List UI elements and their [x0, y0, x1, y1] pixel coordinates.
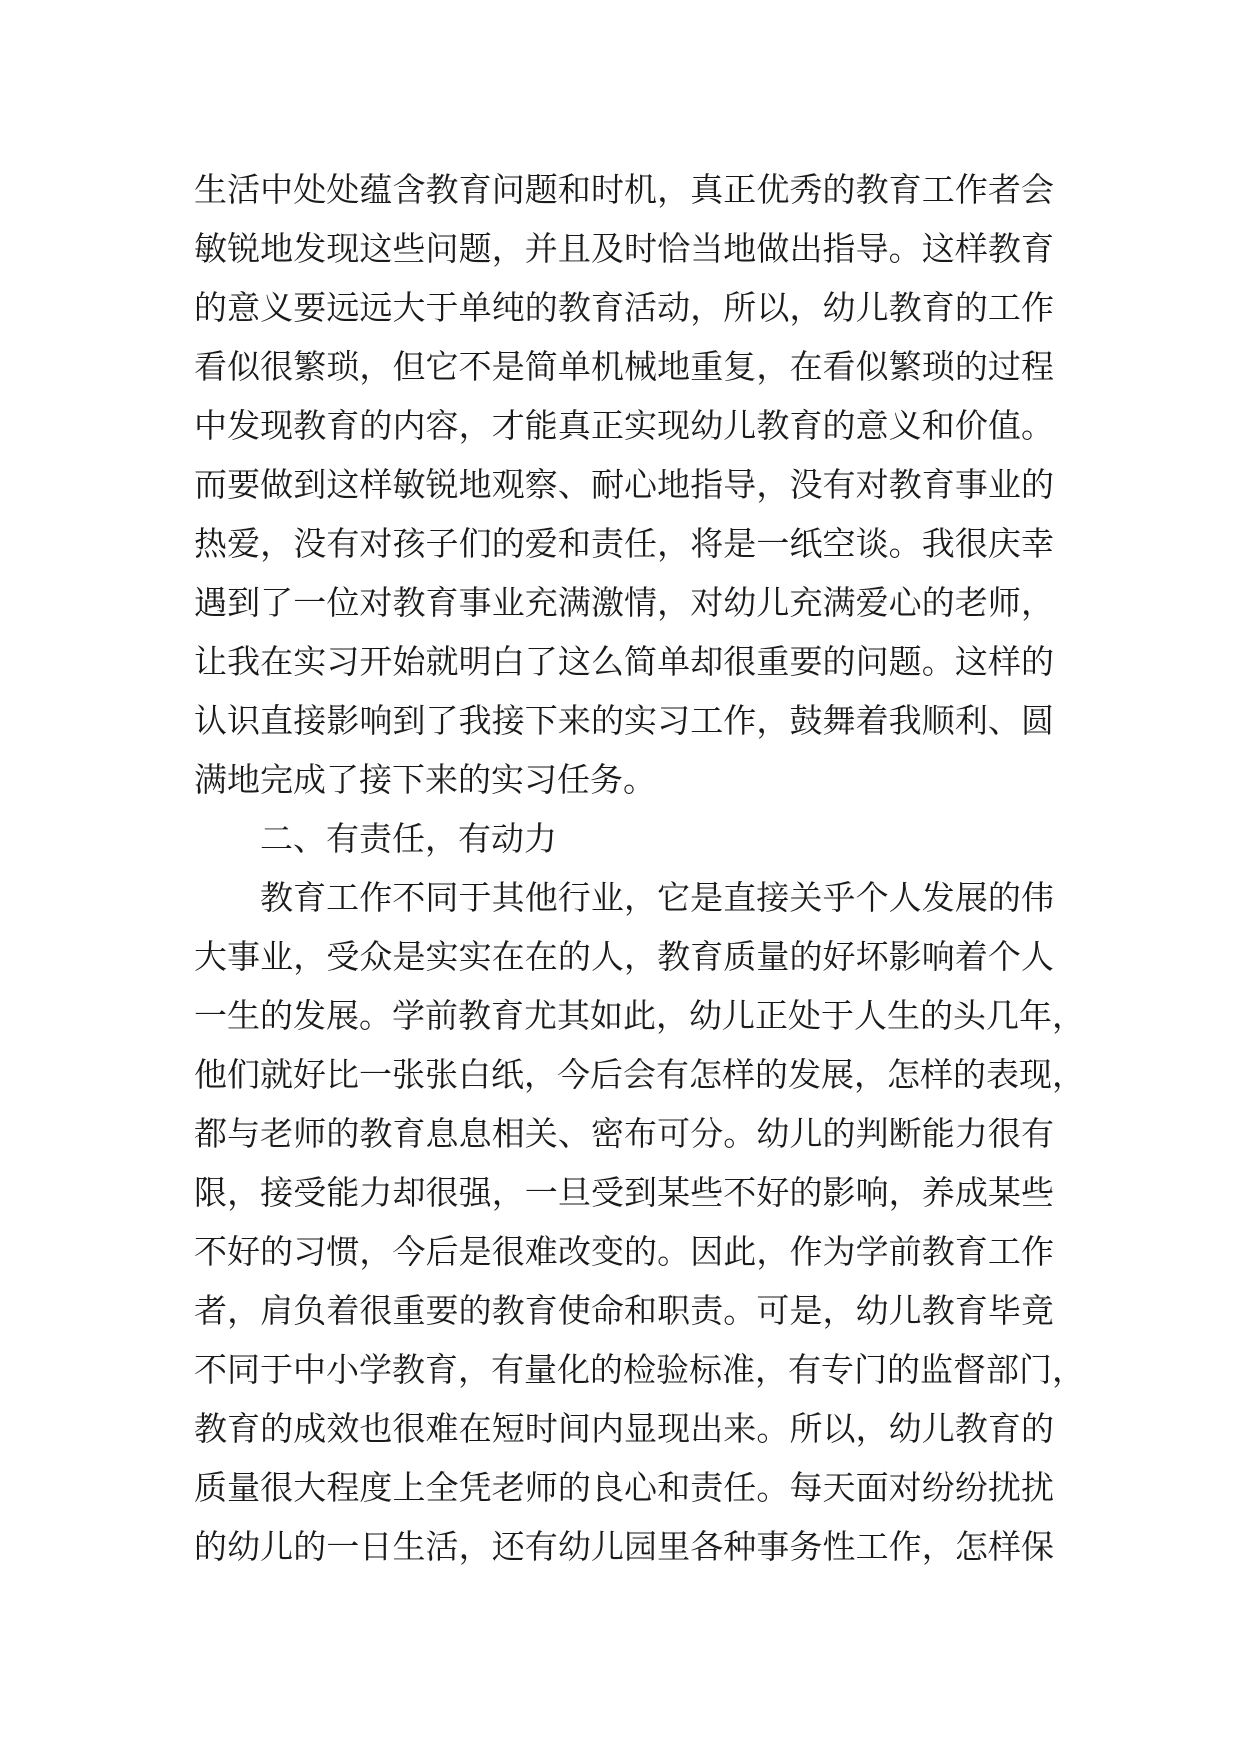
- text-line: 限，接受能力却很强，一旦受到某些不好的影响，养成某些: [194, 1173, 1054, 1212]
- text-line: 质量很大程度上全凭老师的良心和责任。每天面对纷纷扰扰: [194, 1468, 1054, 1507]
- text-line: 都与老师的教育息息相关、密布可分。幼儿的判断能力很有: [194, 1114, 1054, 1153]
- paragraph-first-line: 教育工作不同于其他行业，它是直接关乎个人发展的伟: [260, 878, 1054, 917]
- text-line: 而要做到这样敏锐地观察、耐心地指导，没有对教育事业的: [194, 465, 1054, 504]
- text-line: 热爱，没有对孩子们的爱和责任，将是一纸空谈。我很庆幸: [194, 524, 1054, 563]
- section-heading: 二、有责任，有动力: [260, 819, 557, 858]
- text-line: 他们就好比一张张白纸，今后会有怎样的发展，怎样的表现，: [194, 1055, 1085, 1094]
- text-line: 遇到了一位对教育事业充满激情，对幼儿充满爱心的老师，: [194, 583, 1054, 622]
- text-line: 认识直接影响到了我接下来的实习工作，鼓舞着我顺利、圆: [194, 701, 1054, 740]
- text-line: 大事业，受众是实实在在的人，教育质量的好坏影响着个人: [194, 937, 1054, 976]
- text-line: 中发现教育的内容，才能真正实现幼儿教育的意义和价值。: [194, 406, 1054, 445]
- text-line: 看似很繁琐，但它不是简单机械地重复，在看似繁琐的过程: [194, 347, 1054, 386]
- paragraph-last-line: 满地完成了接下来的实习任务。: [194, 760, 656, 799]
- text-line: 不同于中小学教育，有量化的检验标准，有专门的监督部门，: [194, 1350, 1085, 1389]
- text-line: 者，肩负着很重要的教育使命和职责。可是，幼儿教育毕竟: [194, 1291, 1054, 1330]
- text-line: 不好的习惯，今后是很难改变的。因此，作为学前教育工作: [194, 1232, 1054, 1271]
- text-line: 一生的发展。学前教育尤其如此，幼儿正处于人生的头几年，: [194, 996, 1085, 1035]
- text-line: 敏锐地发现这些问题，并且及时恰当地做出指导。这样教育: [194, 229, 1054, 268]
- text-line: 的幼儿的一日生活，还有幼儿园里各种事务性工作，怎样保: [194, 1527, 1054, 1566]
- text-line: 让我在实习开始就明白了这么简单却很重要的问题。这样的: [194, 642, 1054, 681]
- text-line: 的意义要远远大于单纯的教育活动，所以，幼儿教育的工作: [194, 288, 1054, 327]
- body-text: [194, 160, 1085, 1576]
- text-line: 教育的成效也很难在短时间内显现出来。所以，幼儿教育的: [194, 1409, 1054, 1448]
- text-line: 生活中处处蕴含教育问题和时机，真正优秀的教育工作者会: [194, 170, 1054, 209]
